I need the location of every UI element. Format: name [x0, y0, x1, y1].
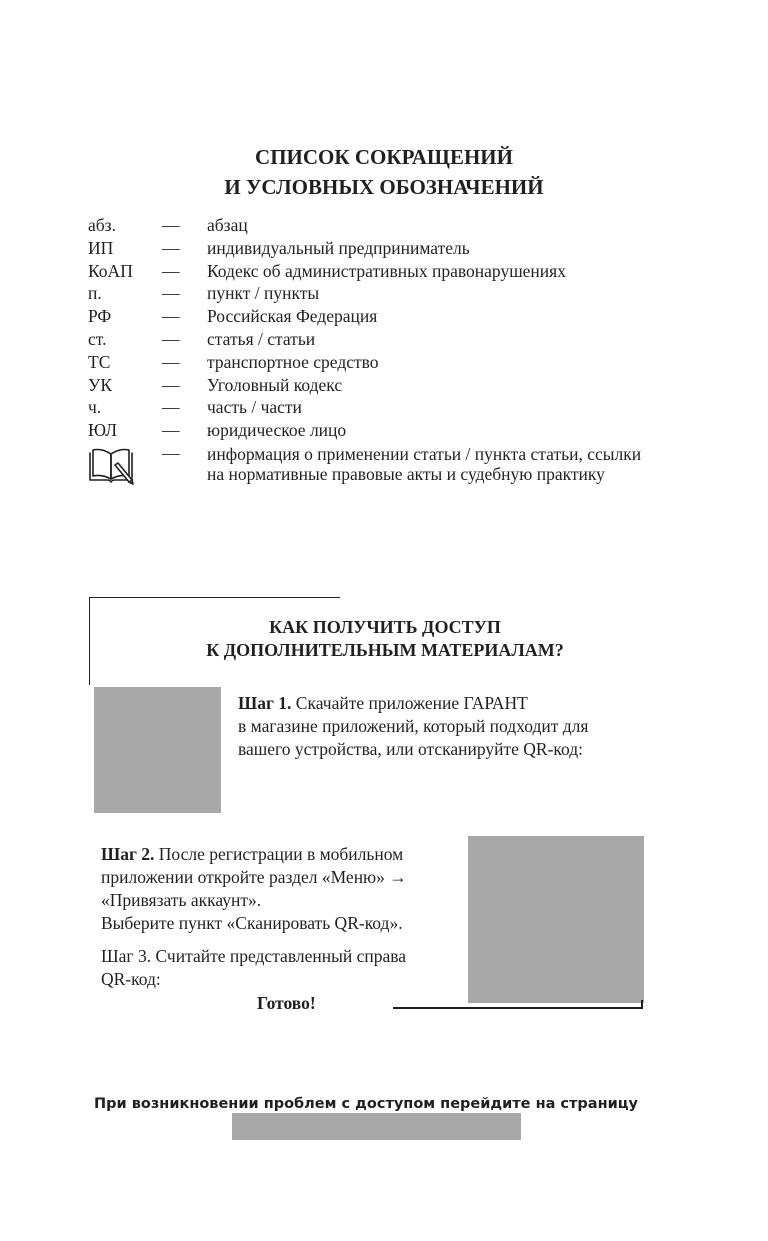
qr-code-app-placeholder	[94, 687, 221, 813]
page-title	[0, 142, 768, 202]
abbreviation-definition: абзац	[207, 215, 248, 235]
abbreviation-dash: —	[162, 215, 180, 235]
step-1-line-3: вашего устройства, или отсканируйте QR-код:	[238, 739, 584, 759]
frame-left-line	[89, 597, 90, 685]
step-3-text	[101, 945, 461, 991]
abbreviation-row	[88, 305, 668, 328]
abbreviation-term: абз.	[88, 215, 116, 235]
abbreviation-term: УК	[88, 374, 113, 395]
abbreviation-row	[88, 419, 668, 442]
book-pencil-icon	[88, 446, 136, 488]
step-2-text	[101, 843, 461, 935]
abbreviation-term: п.	[88, 283, 102, 304]
step-3-line-1: Шаг 3. Считайте представленный справа	[101, 946, 407, 966]
abbreviation-dash: —	[162, 306, 180, 327]
step-1-line-2: в магазине приложений, который подходит для	[238, 716, 589, 736]
abbreviation-definition: Российская Федерация	[207, 306, 378, 327]
abbreviation-row	[88, 260, 668, 283]
page-title-line-1: СПИСОК СОКРАЩЕНИЙ	[255, 145, 513, 169]
page-title-line-2: И УСЛОВНЫХ ОБОЗНАЧЕНИЙ	[224, 175, 544, 199]
frame-bottom-line	[393, 1007, 643, 1009]
abbreviation-definition: юридическое лицо	[207, 420, 347, 441]
abbreviation-definition: Кодекс об административных правонарушениях	[207, 260, 566, 281]
abbreviation-row	[88, 282, 668, 305]
access-problem-text: При возникновении проблем с доступом перейдите на страницу	[94, 1096, 638, 1112]
icon-definition: информация о применении статьи / пункта статьи, ссылки на нормативные правовые акты и судебную практику	[207, 443, 642, 484]
abbreviation-row	[88, 214, 668, 237]
step-2-line-1: После регистрации в мобильном	[154, 844, 404, 864]
step-1-text	[238, 692, 648, 761]
abbreviation-dash: —	[162, 328, 180, 349]
abbreviation-row	[88, 237, 668, 260]
step-2-line-4: Выберите пункт «Сканировать QR-код».	[101, 913, 403, 933]
abbreviation-dash: —	[162, 374, 180, 395]
abbreviation-dash: —	[162, 420, 180, 441]
abbreviation-term: КоАП	[88, 260, 133, 281]
abbreviation-row	[88, 374, 668, 397]
abbreviation-definition: Уголовный кодекс	[207, 374, 343, 395]
abbreviation-list	[88, 214, 668, 512]
done-label: Готово!	[257, 993, 316, 1013]
abbreviation-term: ст.	[88, 328, 107, 349]
abbreviation-row	[88, 328, 668, 351]
step-1-line-1: Скачайте приложение ГАРАНТ	[291, 693, 528, 713]
abbreviation-term: ИП	[88, 237, 114, 258]
abbreviation-definition: пункт / пункты	[207, 283, 320, 304]
abbreviation-term: ЮЛ	[88, 420, 117, 441]
abbreviation-row	[88, 396, 668, 419]
abbreviation-definition: часть / части	[207, 397, 302, 418]
abbreviation-definition: статья / статьи	[207, 328, 316, 349]
step-2-line-3: «Привязать аккаунт».	[101, 890, 262, 910]
step-3-line-2: QR-код:	[101, 969, 161, 989]
abbreviation-row-icon	[88, 442, 668, 512]
abbreviation-dash: —	[162, 283, 180, 304]
abbreviation-dash: —	[162, 397, 180, 418]
frame-corner-tick	[641, 1000, 643, 1009]
support-link-placeholder[interactable]	[232, 1113, 521, 1140]
frame-top-line	[89, 597, 340, 598]
abbreviation-dash: —	[162, 237, 180, 258]
access-heading-line-2: К ДОПОЛНИТЕЛЬНЫМ МАТЕРИАЛАМ?	[206, 640, 564, 660]
step-2-label: Шаг 2.	[101, 844, 155, 864]
abbreviation-term: РФ	[88, 306, 112, 327]
access-heading	[130, 616, 640, 662]
abbreviation-definition: транспортное средство	[207, 351, 379, 372]
qr-code-account-placeholder	[468, 836, 644, 1003]
abbreviation-dash: —	[162, 351, 180, 372]
step-1-label: Шаг 1.	[238, 693, 292, 713]
abbreviation-dash: —	[162, 442, 180, 463]
access-heading-line-1: КАК ПОЛУЧИТЬ ДОСТУП	[269, 617, 501, 637]
abbreviation-dash: —	[162, 260, 180, 281]
abbreviation-definition: индивидуальный предприниматель	[207, 237, 470, 258]
abbreviation-term: ТС	[88, 351, 111, 372]
abbreviation-term: ч.	[88, 397, 102, 418]
abbreviation-row	[88, 351, 668, 374]
step-2-line-2: приложении откройте раздел «Меню» →	[101, 867, 407, 887]
